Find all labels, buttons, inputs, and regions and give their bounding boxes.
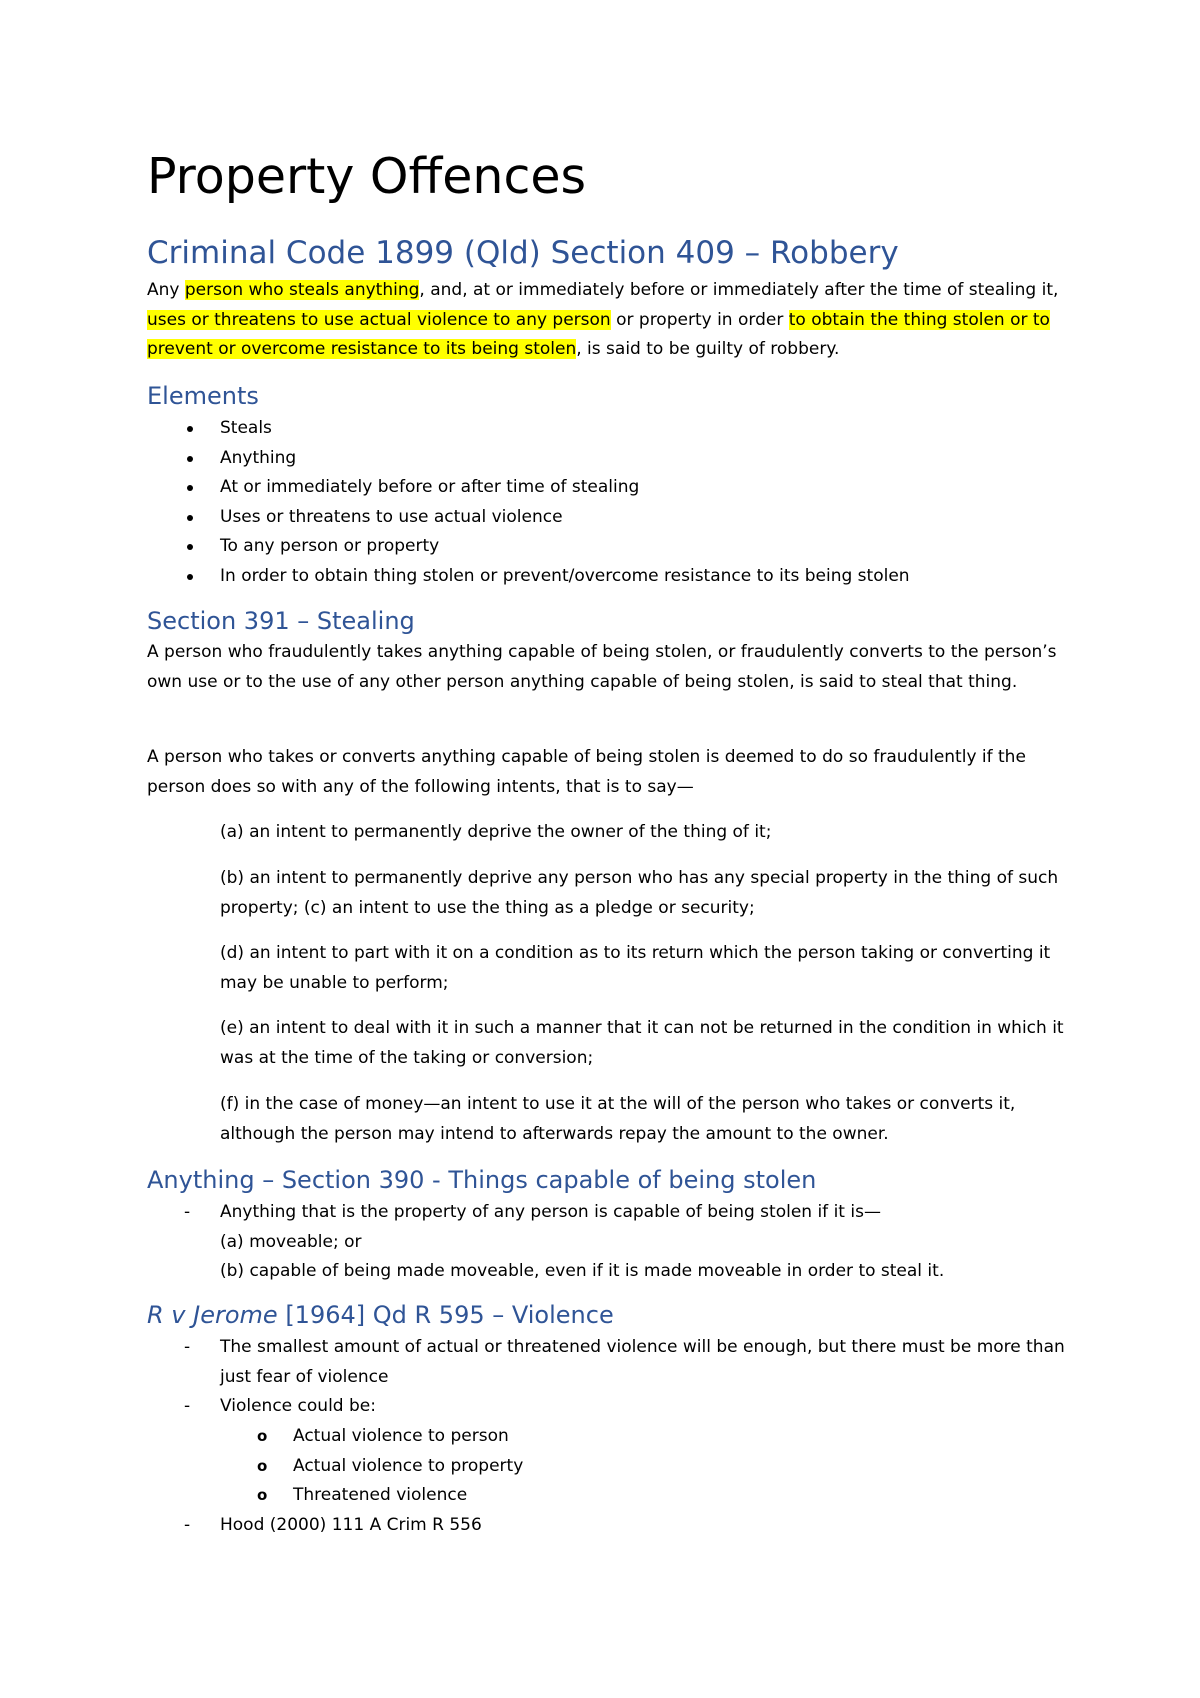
list-item [147,1481,1067,1511]
bullet-icon [187,426,193,432]
bullet-icon [187,456,193,462]
jerome-list-continued [147,1511,1067,1541]
list-item-text: Anything [220,447,297,468]
elements-list [147,414,1067,591]
list-item-text: Steals [220,418,272,438]
intent-b-c: (b) an intent to permanently deprive any person who has any special property in the thing of such property; (c) an intent to use the thing as a pledge or security; [220,868,1059,918]
stealing-para-2: A person who takes or converts anything capable of being stolen is deemed to do so fraudulently if the person does so with any of the following intents, that is to say— [147,747,1026,797]
bullet-icon [187,574,193,580]
list-item [147,1511,1067,1541]
case-citation: [1964] Qd R 595 – Violence [277,1301,614,1329]
violence-types-list [147,1422,1067,1511]
list-item-text: Hood (2000) 111 A Crim R 556 [220,1515,482,1535]
robbery-text-2: , and, at or immediately before or immediately after the time of stealing it, [419,280,1059,300]
list-item-text: The smallest amount of actual or threatened violence will be enough, but there must be more than just fear of violence [220,1337,1065,1387]
bullet-icon [187,544,193,550]
robbery-highlight-1: person who steals anything [184,280,420,300]
list-item-text: (a) moveable; or [220,1231,362,1252]
list-item [147,562,1067,592]
list-item-text: Threatened violence [293,1485,468,1505]
robbery-text-1: Any [147,280,185,300]
dash-marker: - [184,1396,191,1416]
jerome-list [147,1333,1067,1422]
circle-marker: o [257,1486,268,1504]
list-item [147,1198,1067,1287]
bullet-icon [187,485,193,491]
jerome-heading [147,1300,614,1330]
list-item [147,1422,1067,1452]
list-item-text: To any person or property [220,536,440,556]
robbery-definition [147,276,1067,365]
intent-d: (d) an intent to part with it on a condition as to its return which the person taking or converting it may be unable to perform; [220,943,1051,993]
list-item [147,414,1067,444]
list-item-text: Actual violence to person [293,1426,509,1446]
list-item-text: Actual violence to property [293,1455,524,1476]
list-item-text: Violence could be: [220,1396,376,1416]
bullet-icon [187,515,193,521]
list-item-text: At or immediately before or after time of stealing [220,477,640,497]
list-item [147,1392,1067,1422]
list-item [147,444,1067,474]
intent-a: (a) an intent to permanently deprive the owner of the thing of it; [220,822,772,842]
robbery-text-3: or property in order [610,309,789,330]
list-item [147,1452,1067,1482]
anything-heading: Anything – Section 390 - Things capable of being stolen [147,1166,817,1194]
case-name: R v Jerome [147,1301,278,1329]
robbery-text-4: , is said to be guilty of robbery. [576,339,840,359]
list-item-text: Uses or threatens to use actual violence [220,506,563,527]
page-title: Property Offences [147,148,587,205]
robbery-highlight-3: to obtain the thing stolen or to prevent or overcome resistance to its being stolen [147,309,1050,359]
list-item [147,532,1067,562]
list-item [147,503,1067,533]
anything-list [147,1198,1067,1287]
dash-marker: - [184,1337,191,1357]
stealing-para-1: A person who fraudulently takes anything capable of being stolen, or fraudulently converts to the person’s own use or to the use of any other person anything capable of being stolen, is said to steal that thing. [147,642,1057,692]
elements-heading: Elements [147,382,259,410]
dash-marker: - [184,1202,191,1222]
intent-f: (f) in the case of money—an intent to use it at the will of the person who takes or converts it, although the person may intend to afterwards repay the amount to the owner. [220,1094,1016,1144]
circle-marker: o [257,1456,268,1475]
robbery-heading: Criminal Code 1899 (Qld) Section 409 – Robbery [147,235,899,271]
dash-marker: - [184,1515,191,1535]
list-item-text: (b) capable of being made moveable, even if it is made moveable in order to steal it. [220,1261,945,1281]
list-item-text: In order to obtain thing stolen or prevent/overcome resistance to its being stolen [220,565,910,586]
stealing-heading: Section 391 – Stealing [147,607,415,635]
intent-e: (e) an intent to deal with it in such a manner that it can not be returned in the condition in which it was at the time of the taking or conversion; [220,1018,1064,1068]
list-item [147,473,1067,503]
list-item-text: Anything that is the property of any person is capable of being stolen if it is— [220,1202,881,1222]
circle-marker: o [257,1427,268,1445]
robbery-highlight-2: uses or threatens to use actual violence to any person [147,309,611,330]
list-item [147,1333,1067,1392]
